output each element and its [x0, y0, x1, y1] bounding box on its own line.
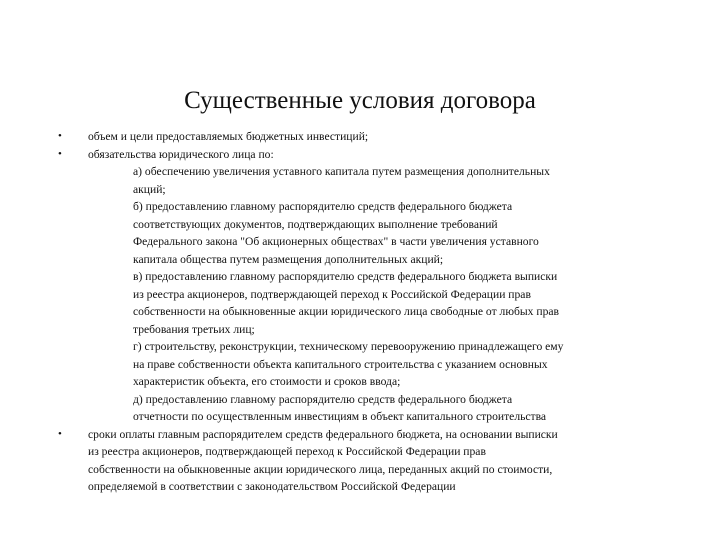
bullet-icon: • [58, 130, 62, 142]
list-item [58, 146, 668, 426]
sub-text-line: а) обеспечению увеличения уставного капитала путем размещения дополнительных [133, 165, 550, 178]
list-item [58, 426, 668, 496]
item-text-line: объем и цели предоставляемых бюджетных инвестиций; [88, 130, 369, 143]
sub-text-line: отчетности по осуществленным инвестициям в объект капитального строительства [133, 410, 547, 423]
sub-text-line: из реестра акционеров, подтверждающей переход к Российской Федерации прав [133, 287, 531, 301]
item-text-line: обязательства юридического лица по: [88, 147, 274, 161]
sub-text-line: акций; [133, 182, 166, 196]
bullet-icon: • [58, 427, 62, 440]
bullet-icon: • [58, 147, 62, 160]
item-text-line: из реестра акционеров, подтверждающей переход к Российской Федерации прав [88, 445, 486, 458]
sub-text-line: соответствующих документов, подтверждающих выполнение требований [133, 217, 498, 231]
sub-text-line: требования третьих лиц; [133, 322, 255, 336]
sub-text-line: капитала общества путем размещения дополнительных акций; [133, 252, 444, 266]
sub-text-line: г) строительству, реконструкции, техническому перевооружению принадлежащего ему [133, 340, 564, 353]
sub-list [88, 163, 668, 426]
list-item [58, 128, 668, 146]
sub-text-line: д) предоставлению главному распорядителю средств федерального бюджета [133, 392, 513, 406]
sub-text-line: характеристик объекта, его стоимости и сроков ввода; [133, 375, 401, 388]
sub-text-line: на праве собственности объекта капитального строительства с указанием основных [133, 357, 548, 371]
sub-text-line: собственности на обыкновенные акции юридического лица свободные от любых прав [133, 305, 559, 318]
item-text-line: сроки оплаты главным распорядителем средств федерального бюджета, на основании выписки [88, 427, 558, 441]
bullet-list [58, 128, 668, 496]
item-text-line: определяемой в соответствии с законодательством Российской Федерации [88, 480, 456, 493]
item-text-line: собственности на обыкновенные акции юридического лица, переданных акций по стоимости, [88, 462, 553, 476]
sub-text-line: б) предоставлению главному распорядителю средств федерального бюджета [133, 200, 513, 213]
sub-text-line: Федерального закона "Об акционерных обществах" в части увеличения уставного [133, 235, 539, 248]
slide-title: Существенные условия договора [184, 87, 536, 114]
sub-text-line: в) предоставлению главному распорядителю средств федерального бюджета выписки [133, 270, 558, 283]
